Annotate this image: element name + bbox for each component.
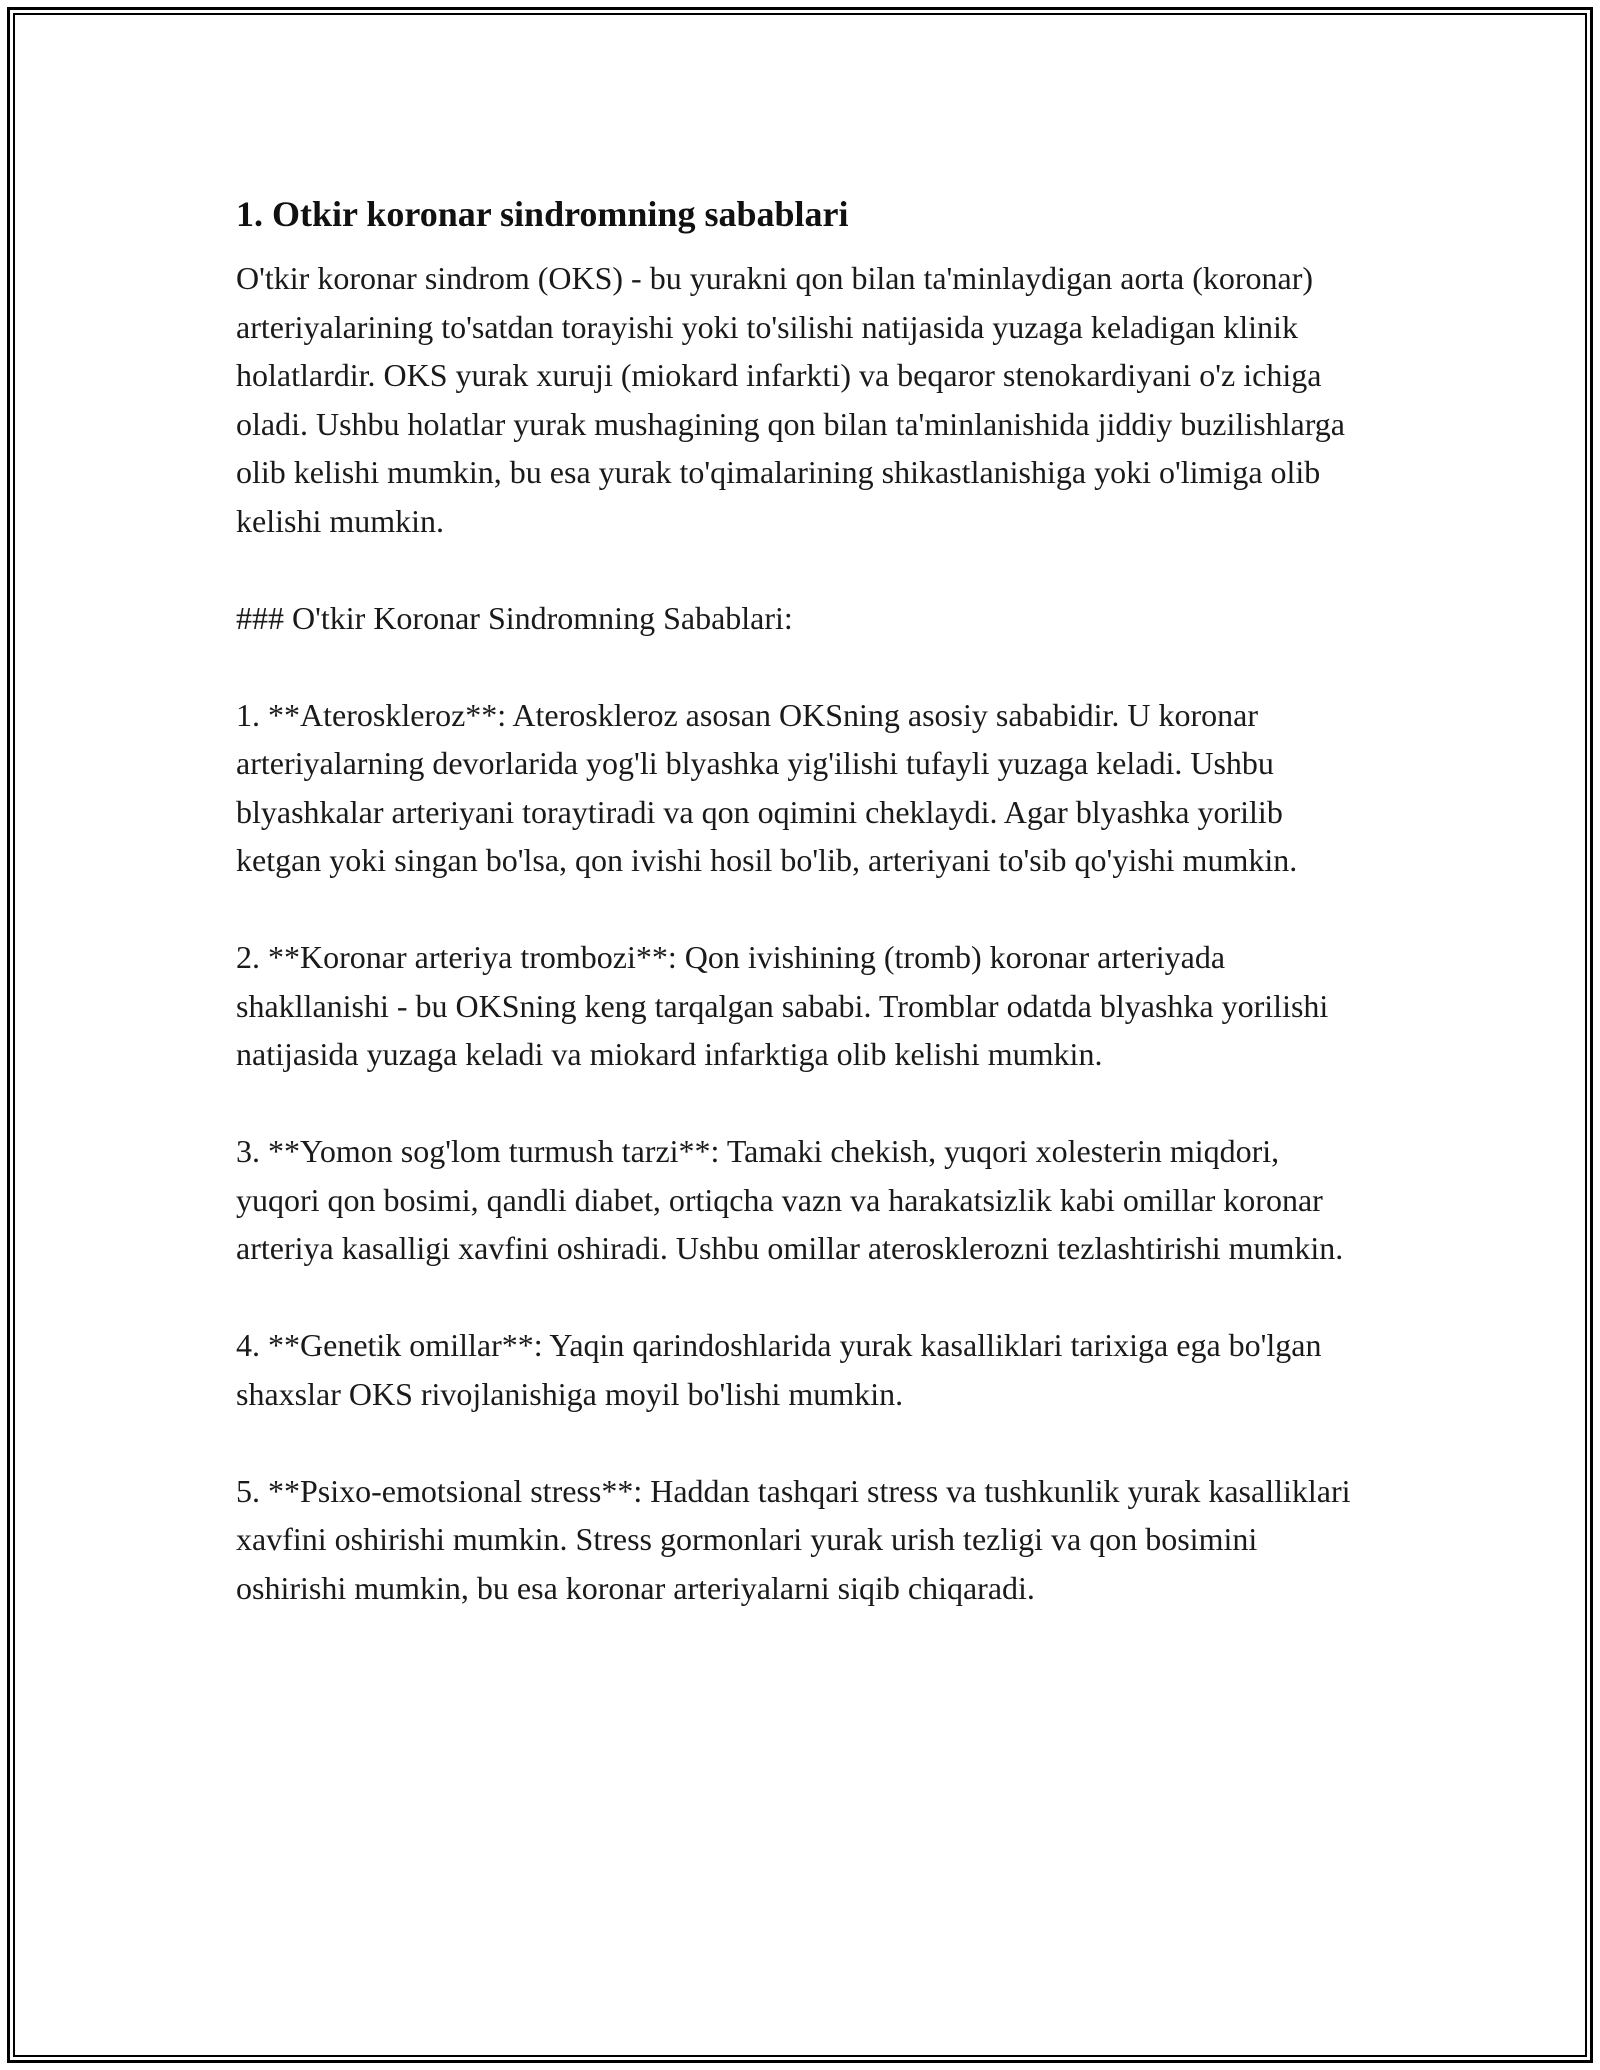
- document-body: [236, 186, 1366, 1661]
- cause-item-lifestyle: 3. **Yomon sog'lom turmush tarzi**: Tamaki chekish, yuqori xolesterin miqdori, yuqori qon bosimi, qandli diabet, ortiqcha vazn va harakatsizlik kabi omillar koronar arteriya kasalligi xavfini oshiradi. Ushbu omillar aterosklerozni tezlashtirishi mumkin.: [236, 1133, 1344, 1266]
- cause-item-stress: 5. **Psixo-emotsional stress**: Haddan tashqari stress va tushkunlik yurak kasalliklari xavfini oshirishi mumkin. Stress gormonlari yurak urish tezligi va qon bosimini oshirishi mumkin, bu esa koronar arteriyalarni siqib chiqaradi.: [236, 1472, 1359, 1606]
- cause-item-thrombosis: 2. **Koronar arteriya trombozi**: Qon ivishining (tromb) koronar arteriyada shakllanishi - bu OKSning keng tarqalgan sababi. Tromblar odatda blyashka yorilishi natijasida yuzaga keladi va miokard infarktiga olib kelishi mumkin.: [236, 939, 1337, 1072]
- section-heading: ### O'tkir Koronar Sindromning Sabablari:: [236, 599, 793, 636]
- cause-item-genetics: 4. **Genetik omillar**: Yaqin qarindoshlarida yurak kasalliklari tarixiga ega bo'lgan shaxslar OKS rivojlanishiga moyil bo'lishi mumkin.: [236, 1327, 1330, 1412]
- document-title: 1. Otkir koronar sindromning sabablari: [236, 194, 849, 234]
- intro-paragraph: O'tkir koronar sindrom (OKS) - bu yurakni qon bilan ta'minlaydigan aorta (koronar) arteriyalarining to'satdan torayishi yoki to'silishi natijasida yuzaga keladigan klinik holatlardir. OKS yurak xuruji (miokard infarkti) va beqaror stenokardiyani o'z ichiga oladi. Ushbu holatlar yurak mushagining qon bilan ta'minlanishida jiddiy buzilishlarga olib kelishi mumkin, bu esa yurak to'qimalarining shikastlanishiga yoki o'limiga olib kelishi mumkin.: [236, 260, 1353, 539]
- cause-item-atherosclerosis: 1. **Ateroskleroz**: Ateroskleroz asosan OKSning asosiy sababidir. U koronar arteriyalarning devorlarida yog'li blyashka yig'ilishi tufayli yuzaga keladi. Ushbu blyashkalar arteriyani toraytiradi va qon oqimini cheklaydi. Agar blyashka yorilib ketgan yoki singan bo'lsa, qon ivishi hosil bo'lib, arteriyani to'sib qo'yishi mumkin.: [236, 696, 1298, 878]
